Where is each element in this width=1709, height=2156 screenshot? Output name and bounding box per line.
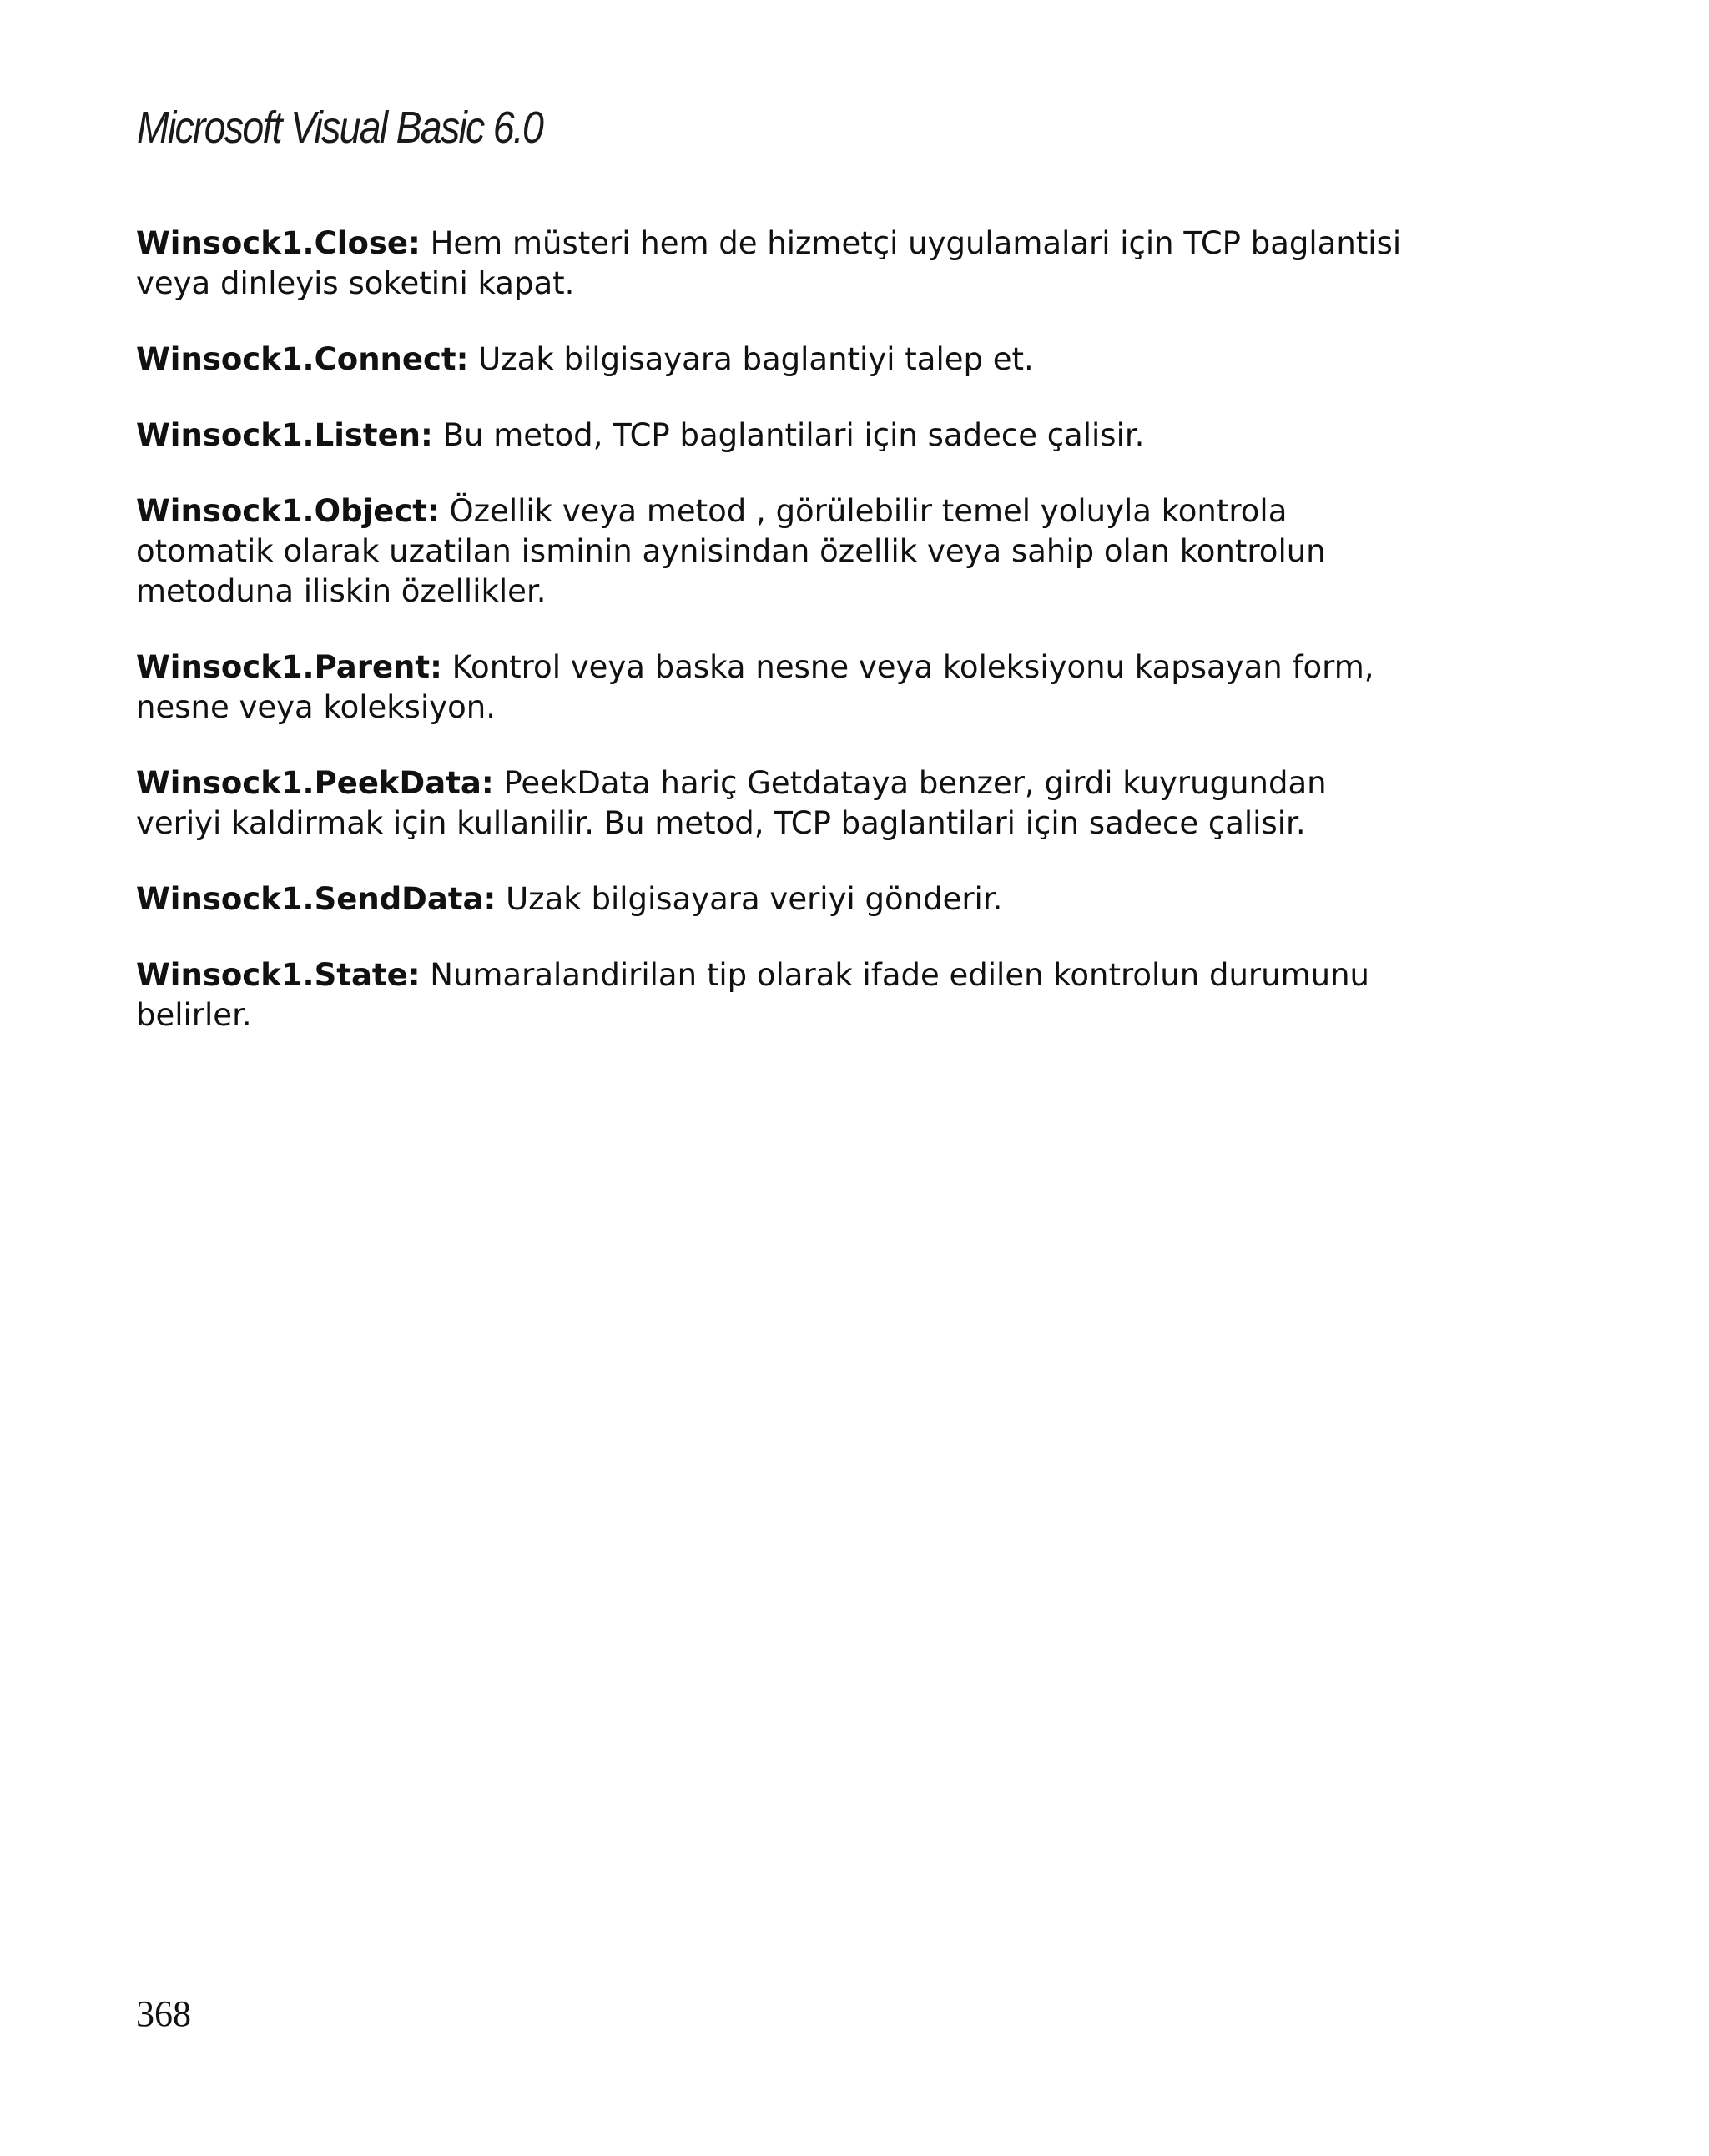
definition-term: Winsock1.Parent: bbox=[136, 649, 442, 685]
definition-term: Winsock1.State: bbox=[136, 957, 421, 993]
definition-description: Uzak bilgisayara baglantiyi talep et. bbox=[478, 341, 1034, 377]
definition-description: Özellik veya metod , görülebilir temel yoluyla kontrola otomatik olarak uzatilan isminin aynisindan özellik veya sahip olan kontrolun metoduna iliskin özellikler. bbox=[136, 493, 1326, 609]
definition-description: Hem müsteri hem de hizmetçi uygulamalari için TCP baglantisi veya dinleyis soketini kapat. bbox=[136, 225, 1402, 301]
definition-entry-senddata bbox=[136, 879, 1421, 919]
definition-term: Winsock1.Connect: bbox=[136, 341, 469, 377]
definition-description: Bu metod, TCP baglantilari için sadece çalisir. bbox=[442, 417, 1145, 453]
definition-description: PeekData hariç Getdataya benzer, girdi kuyrugundan veriyi kaldirmak için kullanilir. Bu metod, TCP baglantilari için sadece çalisir. bbox=[136, 765, 1327, 841]
definition-term: Winsock1.PeekData: bbox=[136, 765, 494, 801]
definition-term: Winsock1.SendData: bbox=[136, 881, 497, 917]
page-header-title: Microsoft Visual Basic 6.0 bbox=[137, 103, 543, 153]
definition-entry-connect bbox=[136, 340, 1421, 380]
definition-entry-parent bbox=[136, 647, 1421, 728]
definition-list bbox=[136, 224, 1421, 1071]
definition-entry-close bbox=[136, 224, 1421, 304]
definition-entry-listen bbox=[136, 416, 1421, 456]
definition-term: Winsock1.Listen: bbox=[136, 417, 433, 453]
definition-description: Numaralandirilan tip olarak ifade edilen kontrolun durumunu belirler. bbox=[136, 957, 1369, 1033]
definition-entry-peekdata bbox=[136, 763, 1421, 844]
definition-term: Winsock1.Object: bbox=[136, 493, 440, 529]
definition-description: Uzak bilgisayara veriyi gönderir. bbox=[506, 881, 1003, 917]
definition-entry-object bbox=[136, 491, 1421, 612]
page-number: 368 bbox=[136, 1993, 191, 2034]
definition-entry-state bbox=[136, 955, 1421, 1035]
definition-term: Winsock1.Close: bbox=[136, 225, 421, 261]
definition-description: Kontrol veya baska nesne veya koleksiyonu kapsayan form, nesne veya koleksiyon. bbox=[136, 649, 1374, 725]
